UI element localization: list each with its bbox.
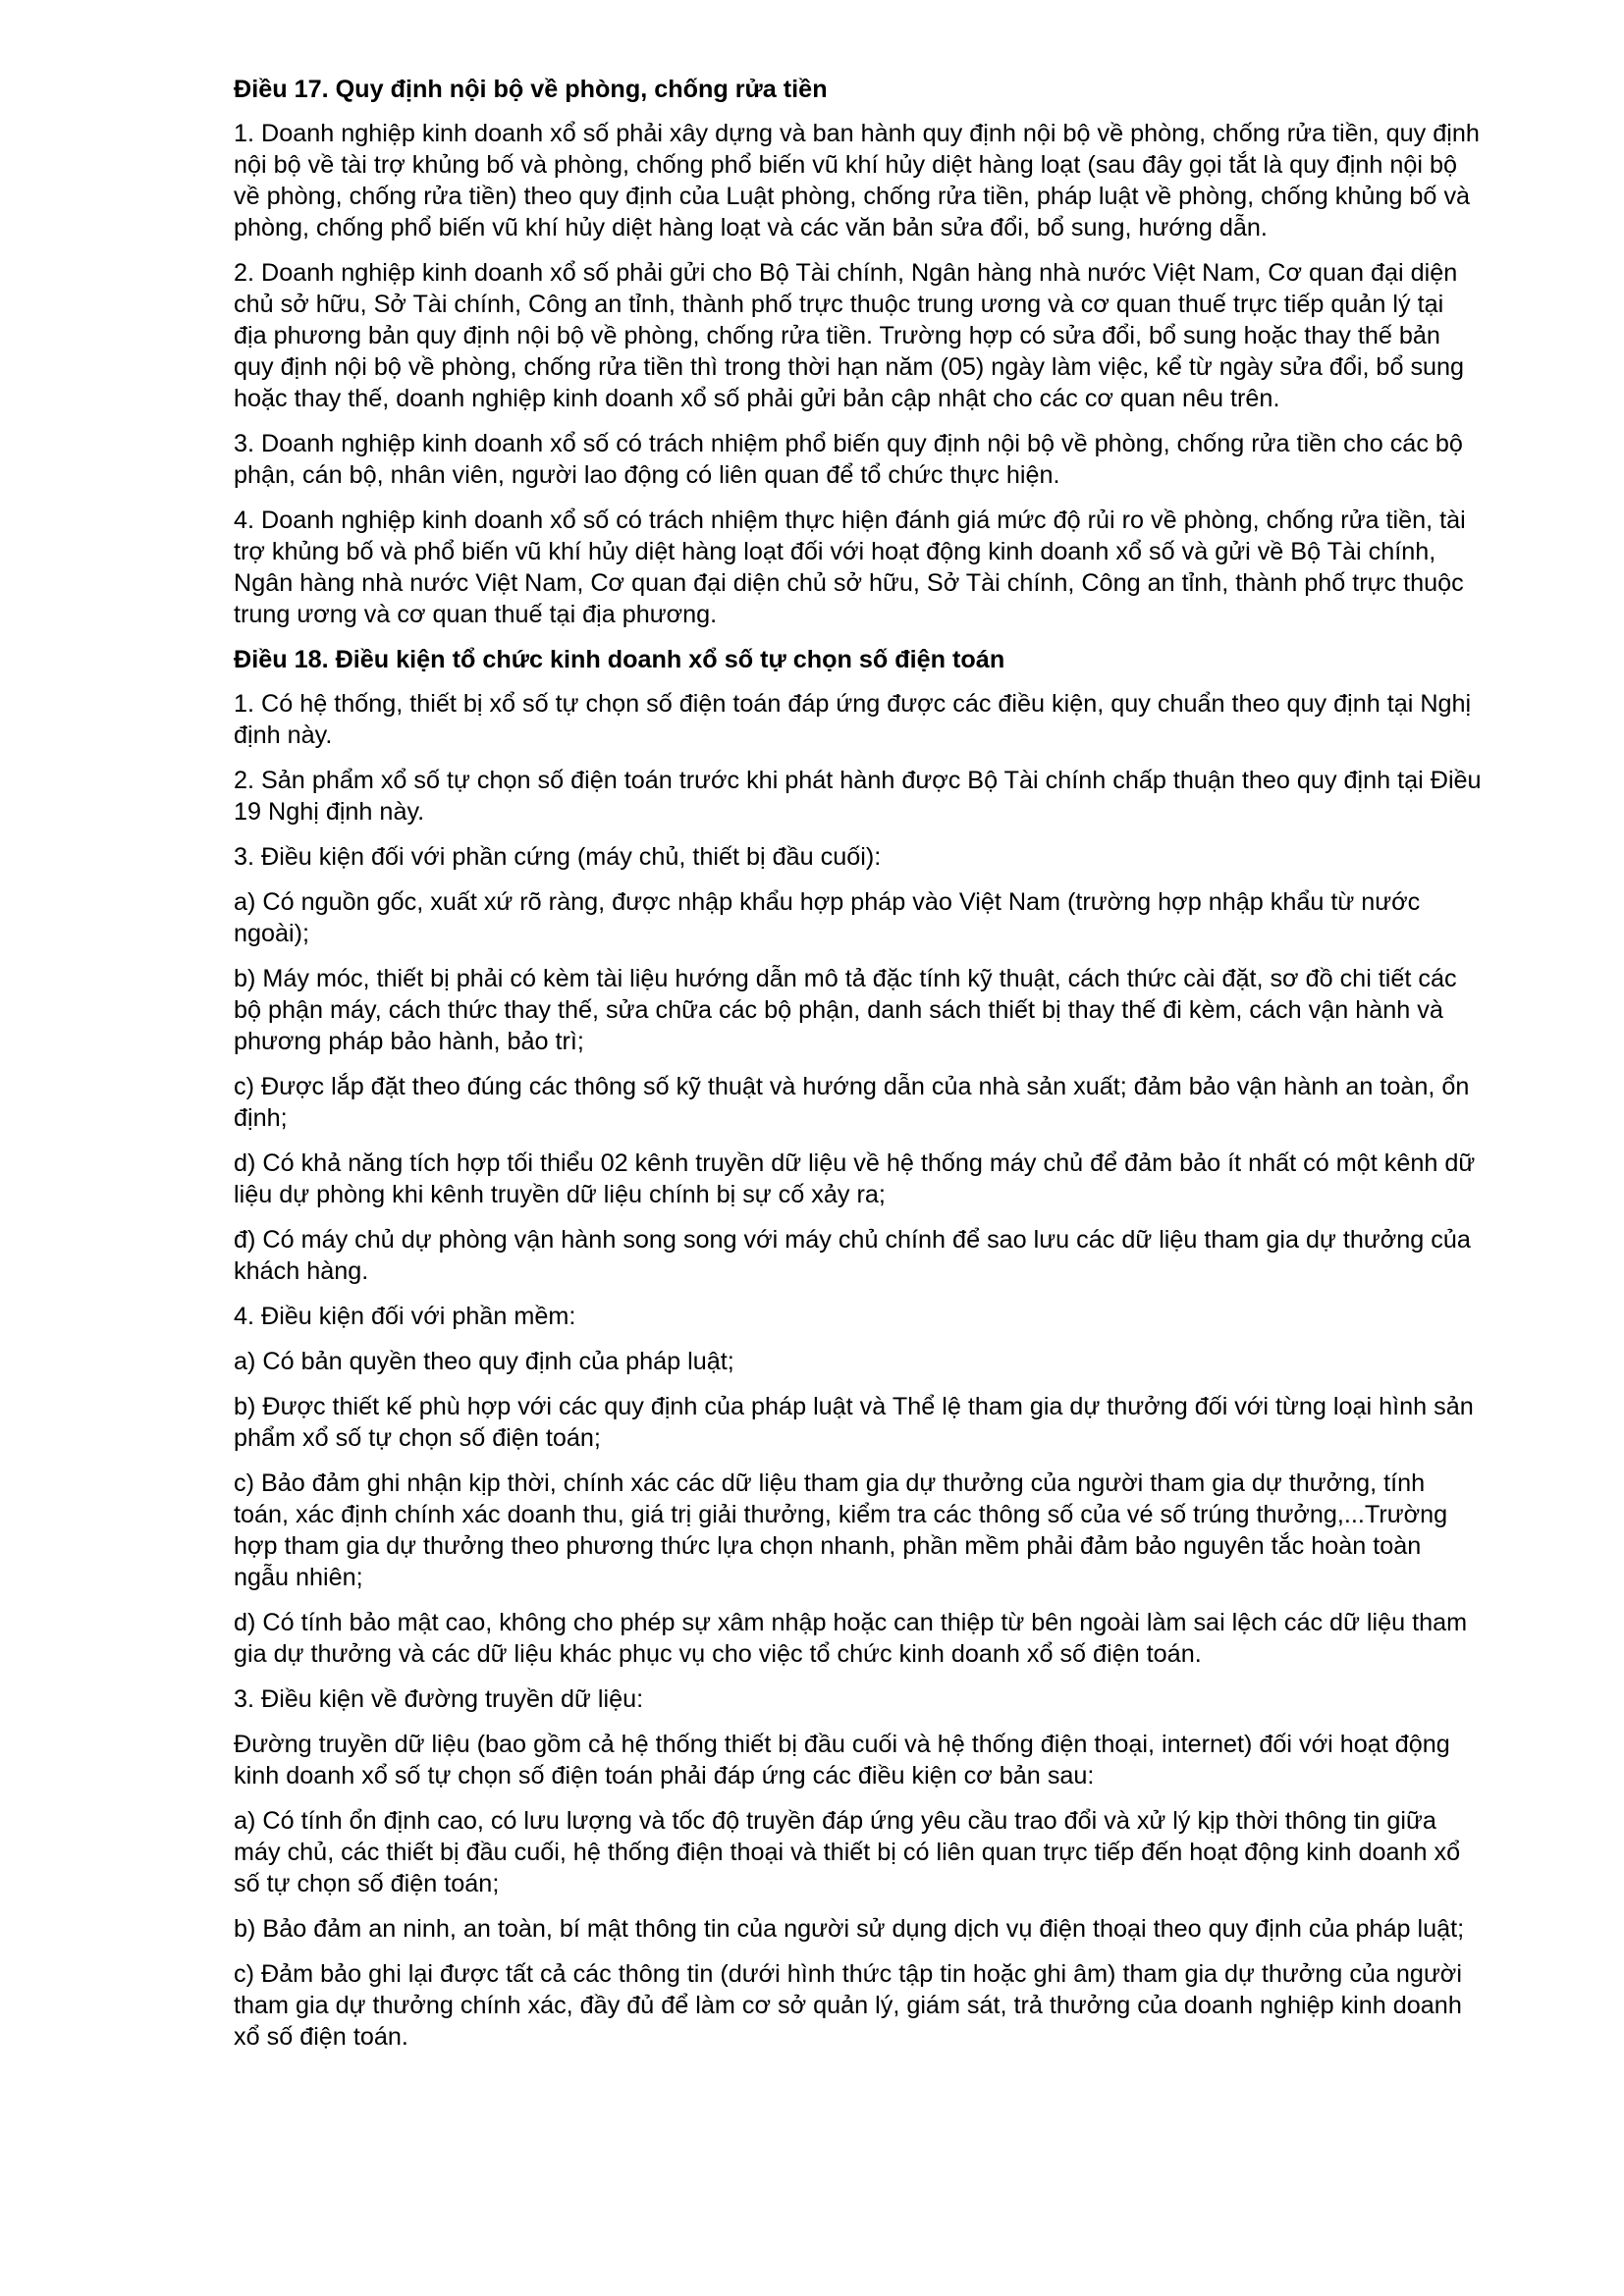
article-18-point-3dd: đ) Có máy chủ dự phòng vận hành song song với máy chủ chính để sao lưu các dữ liệu tham gia dự thưởng của khách hàng. xyxy=(234,1226,1471,1285)
article-18-transmission-a: a) Có tính ổn định cao, có lưu lượng và tốc độ truyền đáp ứng yêu cầu trao đổi và xử lý kịp thời thông tin giữa máy chủ, các thiết bị đầu cuối, hệ thống điện thoại và thiết bị có liên quan trực tiếp đến hoạt động kinh doanh xổ số tự chọn số điện toán; xyxy=(234,1807,1461,1897)
article-18 xyxy=(234,644,1483,2053)
article-18-clause-3-hardware: 3. Điều kiện đối với phần cứng (máy chủ, thiết bị đầu cuối): xyxy=(234,843,882,871)
article-18-point-4a: a) Có bản quyền theo quy định của pháp luật; xyxy=(234,1348,734,1375)
article-18-point-4d: d) Có tính bảo mật cao, không cho phép sự xâm nhập hoặc can thiệp từ bên ngoài làm sai lệch các dữ liệu tham gia dự thưởng và các dữ liệu khác phục vụ cho việc tổ chức kinh doanh xổ số điện toán. xyxy=(234,1609,1468,1668)
article-18-point-3a: a) Có nguồn gốc, xuất xứ rõ ràng, được nhập khẩu hợp pháp vào Việt Nam (trường hợp nhập khẩu từ nước ngoài); xyxy=(234,888,1421,947)
article-17-clause-3: 3. Doanh nghiệp kinh doanh xổ số có trách nhiệm phổ biến quy định nội bộ về phòng, chống rửa tiền cho các bộ phận, cán bộ, nhân viên, người lao động có liên quan để tổ chức thực hiện. xyxy=(234,430,1463,489)
article-17-clause-2: 2. Doanh nghiệp kinh doanh xổ số phải gửi cho Bộ Tài chính, Ngân hàng nhà nước Việt Nam, Cơ quan đại diện chủ sở hữu, Sở Tài chính, Công an tỉnh, thành phố trực thuộc trung ương và cơ quan thuế trực tiếp quản lý tại địa phương bản quy định nội bộ về phòng, chống rửa tiền. Trường hợp có sửa đổi, bổ sung hoặc thay thế bản quy định nội bộ về phòng, chống rửa tiền thì trong thời hạn năm (05) ngày làm việc, kể từ ngày sửa đổi, bổ sung hoặc thay thế, doanh nghiệp kinh doanh xổ số phải gửi bản cập nhật cho các cơ quan nêu trên. xyxy=(234,259,1465,412)
article-18-transmission-b: b) Bảo đảm an ninh, an toàn, bí mật thông tin của người sử dụng dịch vụ điện thoại theo quy định của pháp luật; xyxy=(234,1915,1465,1943)
article-18-transmission-intro: Đường truyền dữ liệu (bao gồm cả hệ thống thiết bị đầu cuối và hệ thống điện thoại, internet) đối với hoạt động kinh doanh xổ số tự chọn số điện toán phải đáp ứng các điều kiện cơ bản sau: xyxy=(234,1731,1450,1789)
article-18-point-3d: d) Có khả năng tích hợp tối thiểu 02 kênh truyền dữ liệu về hệ thống máy chủ để đảm bảo ít nhất có một kênh dữ liệu dự phòng khi kênh truyền dữ liệu chính bị sự cố xảy ra; xyxy=(234,1149,1476,1208)
article-17-clause-4: 4. Doanh nghiệp kinh doanh xổ số có trách nhiệm thực hiện đánh giá mức độ rủi ro về phòng, chống rửa tiền, tài trợ khủng bố và phổ biến vũ khí hủy diệt hàng loạt đối với hoạt động kinh doanh xổ số và gửi về Bộ Tài chính, Ngân hàng nhà nước Việt Nam, Cơ quan đại diện chủ sở hữu, Sở Tài chính, Công an tỉnh, thành phố trực thuộc trung ương và cơ quan thuế tại địa phương. xyxy=(234,507,1466,628)
article-18-clause-data-transmission: 3. Điều kiện về đường truyền dữ liệu: xyxy=(234,1685,644,1713)
article-18-point-4c: c) Bảo đảm ghi nhận kịp thời, chính xác các dữ liệu tham gia dự thưởng của người tham gia dự thưởng, tính toán, xác định chính xác doanh thu, giá trị giải thưởng, kiểm tra các thông số của vé số trúng thưởng,...Trường hợp tham gia dự thưởng theo phương thức lựa chọn nhanh, phần mềm phải đảm bảo nguyên tắc hoàn toàn ngẫu nhiên; xyxy=(234,1469,1448,1591)
article-18-transmission-c: c) Đảm bảo ghi lại được tất cả các thông tin (dưới hình thức tập tin hoặc ghi âm) tham gia dự thưởng của người tham gia dự thưởng chính xác, đầy đủ để làm cơ sở quản lý, giám sát, trả thưởng của doanh nghiệp kinh doanh xổ số điện toán. xyxy=(234,1960,1462,2051)
document-page xyxy=(234,74,1483,2066)
article-18-clause-1: 1. Có hệ thống, thiết bị xổ số tự chọn số điện toán đáp ứng được các điều kiện, quy chuẩn theo quy định tại Nghị định này. xyxy=(234,690,1472,749)
article-18-point-4b: b) Được thiết kế phù hợp với các quy định của pháp luật và Thể lệ tham gia dự thưởng đối với từng loại hình sản phẩm xổ số tự chọn số điện toán; xyxy=(234,1393,1474,1452)
article-17-heading: Điều 17. Quy định nội bộ về phòng, chống rửa tiền xyxy=(234,76,828,103)
article-18-clause-4-software: 4. Điều kiện đối với phần mềm: xyxy=(234,1303,576,1330)
article-18-clause-2: 2. Sản phẩm xổ số tự chọn số điện toán trước khi phát hành được Bộ Tài chính chấp thuận theo quy định tại Điều 19 Nghị định này. xyxy=(234,767,1482,826)
article-18-point-3b: b) Máy móc, thiết bị phải có kèm tài liệu hướng dẫn mô tả đặc tính kỹ thuật, cách thức cài đặt, sơ đồ chi tiết các bộ phận máy, cách thức thay thế, sửa chữa các bộ phận, danh sách thiết bị thay thế đi kèm, cách vận hành và phương pháp bảo hành, bảo trì; xyxy=(234,965,1457,1055)
article-18-heading: Điều 18. Điều kiện tổ chức kinh doanh xổ số tự chọn số điện toán xyxy=(234,646,1005,673)
article-18-point-3c: c) Được lắp đặt theo đúng các thông số kỹ thuật và hướng dẫn của nhà sản xuất; đảm bảo vận hành an toàn, ổn định; xyxy=(234,1073,1470,1132)
article-17-clause-1: 1. Doanh nghiệp kinh doanh xổ số phải xây dựng và ban hành quy định nội bộ về phòng, chống rửa tiền, quy định nội bộ về tài trợ khủng bố và phòng, chống phổ biến vũ khí hủy diệt hàng loạt (sau đây gọi tắt là quy định nội bộ về phòng, chống rửa tiền) theo quy định của Luật phòng, chống rửa tiền, pháp luật về phòng, chống khủng bố và phòng, chống phổ biến vũ khí hủy diệt hàng loạt và các văn bản sửa đổi, bổ sung, hướng dẫn. xyxy=(234,120,1480,241)
article-17 xyxy=(234,74,1483,630)
